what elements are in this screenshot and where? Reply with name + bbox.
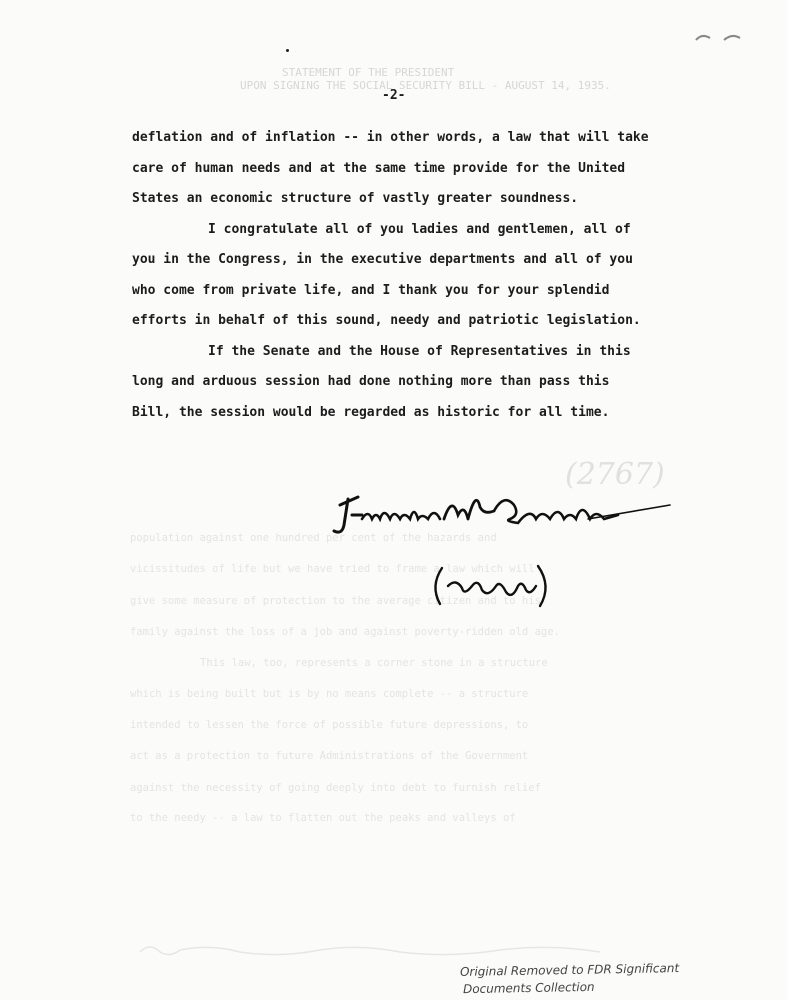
page-number: -2- (382, 88, 406, 103)
scan-mark-icon (690, 30, 750, 50)
signature (318, 485, 678, 555)
text-line: who come from private life, and I thank you for your splendid (132, 282, 610, 298)
text-line: States an economic structure of vastly greater soundness. (132, 191, 579, 206)
ghost-header-line1: STATEMENT OF THE PRESIDENT (282, 66, 455, 79)
text-line: care of human needs and at the same time provide for the United (132, 160, 626, 176)
archive-note: Documents Collection (462, 979, 595, 997)
original-handwritten-mark (426, 556, 556, 616)
faint-handwriting-bleed (130, 938, 630, 962)
bleed-through-line: family against the loss of a job and against poverty-ridden old age. (130, 626, 560, 638)
text-line: efforts in behalf of this sound, needy and patriotic legislation. (132, 313, 641, 328)
text-line: I congratulate all of you ladies and gentlemen, all of (208, 221, 631, 237)
document-body (132, 130, 652, 435)
ghost-header-line2: UPON SIGNING THE SOCIAL SECURITY BILL - AUGUST 14, 1935. (240, 79, 611, 92)
bleed-through-line: This law, too, represents a corner stone in a structure (200, 657, 548, 669)
speck-mark (286, 49, 289, 52)
text-line: deflation and of inflation -- in other words, a law that will take (132, 130, 649, 145)
paragraph (132, 344, 652, 436)
bleed-through-line: to the needy -- a law to flatten out the peaks and valleys of (130, 812, 516, 824)
bleed-through-line: which is being built but is by no means complete -- a structure (130, 688, 529, 700)
paragraph (132, 222, 652, 344)
svg-text:(2767): (2767) (565, 457, 665, 492)
text-line: you in the Congress, in the executive departments and all of you (132, 252, 633, 267)
paragraph (132, 130, 652, 222)
bleed-through-line: vicissitudes of life but we have tried to frame a law which will (130, 563, 535, 575)
text-line: If the Senate and the House of Representatives in this (208, 343, 631, 359)
bleed-through-line: intended to lessen the force of possible future depressions, to (130, 719, 529, 731)
bleed-through-line: act as a protection to future Administrations of the Government (130, 750, 529, 762)
archive-note: Original Removed to FDR Significant (459, 961, 680, 979)
text-line: long and arduous session had done nothing more than pass this (132, 374, 610, 389)
bleed-through-line: against the necessity of going deeply into debt to furnish relief (130, 782, 541, 794)
bleed-through-line: give some measure of protection to the average citizen and to his (130, 595, 541, 607)
text-line: Bill, the session would be regarded as historic for all time. (132, 404, 610, 420)
bleed-through-line: population against one hundred per cent of the hazards and (130, 532, 497, 544)
